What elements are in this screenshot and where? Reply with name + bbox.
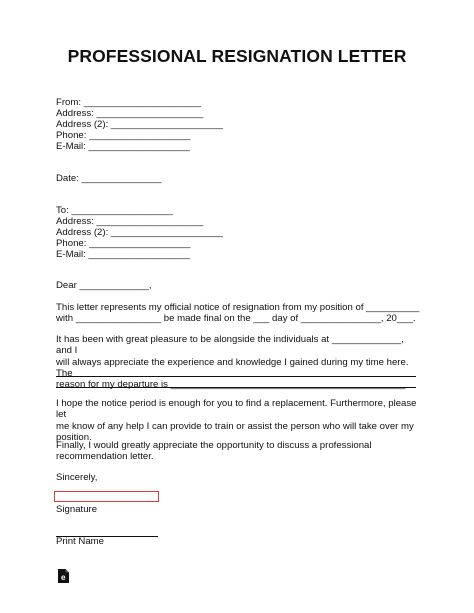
salutation-block xyxy=(56,281,152,292)
recipient-block xyxy=(56,206,223,261)
signature-field[interactable] xyxy=(54,491,159,502)
from-line: From: ______________________ xyxy=(56,97,202,108)
sender-address-line: Address: ____________________ xyxy=(56,107,204,119)
closing: Sincerely, xyxy=(56,472,98,483)
recipient-phone-line: Phone: ___________________ xyxy=(56,237,191,249)
salutation: Dear _____________, xyxy=(56,280,152,291)
reason-blank-line-2 xyxy=(56,387,416,388)
print-name-label: Print Name xyxy=(56,536,104,547)
sender-address2-line: Address (2): _____________________ xyxy=(56,118,223,130)
sender-phone-line: Phone: ___________________ xyxy=(56,129,191,141)
to-line: To: ___________________ xyxy=(56,205,173,216)
signature-label: Signature xyxy=(56,504,98,515)
reason-blank-line-1 xyxy=(56,376,416,377)
svg-text:e: e xyxy=(60,573,66,583)
recipient-address2-line: Address (2): _____________________ xyxy=(56,226,223,238)
eforms-logo-icon xyxy=(58,569,69,583)
paragraph-replacement: I hope the notice period is enough for you to find a replacement. Furthermore, please let me know of any help I can provide to train or assist the person who will take over my position. xyxy=(56,398,417,443)
paragraph-recommendation: Finally, I would greatly appreciate the opportunity to discuss a professional recommendation letter. xyxy=(56,440,372,463)
closing-block xyxy=(56,473,97,484)
paragraph-notice: This letter represents my official notice of resignation from my position of __________ with ________________ be made final on the ___ day of _______________, 20___. xyxy=(56,302,420,325)
recipient-email-line: E-Mail: ___________________ xyxy=(56,248,190,260)
date-line: Date: _______________ xyxy=(56,173,162,184)
sender-block xyxy=(56,98,223,153)
document-title: PROFESSIONAL RESIGNATION LETTER xyxy=(67,46,407,66)
paragraph-appreciation: It has been with great pleasure to be alongside the individuals at _____________, and I will always appreciate the experience and knowledge I gained during my time here. The reason for my departure is ____________________________________________ xyxy=(56,334,409,391)
date-block xyxy=(56,174,162,185)
print-name-label-block xyxy=(56,537,104,548)
signature-label-block xyxy=(56,505,97,516)
recipient-address-line: Address: ____________________ xyxy=(56,215,204,227)
sender-email-line: E-Mail: ___________________ xyxy=(56,140,190,152)
